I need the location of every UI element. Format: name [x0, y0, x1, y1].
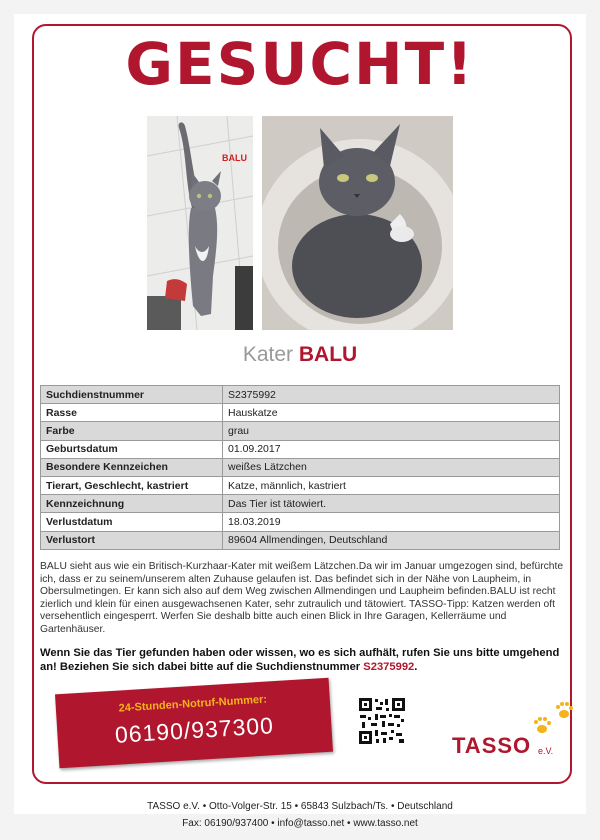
row-value: 01.09.2017: [223, 440, 560, 458]
subject-name: BALU: [298, 343, 358, 366]
appeal-main: Wenn Sie das Tier gefunden haben oder wissen, wo es sich aufhält, rufen Sie uns bitte umgehend an! Beziehen Sie sich dabei bitte auf die Suchdienstnummer: [40, 647, 560, 673]
row-value: weißes Lätzchen: [223, 458, 560, 476]
table-row: [41, 531, 560, 549]
row-value: 89604 Allmendingen, Deutschland: [223, 531, 560, 549]
table-row: [41, 513, 560, 531]
table-row: [41, 422, 560, 440]
footer-contact[interactable]: Fax: 06190/937400 • info@tasso.net • www.tasso.net: [182, 818, 418, 829]
hotline-number[interactable]: 06190/937300: [114, 712, 275, 748]
qr-code-icon: [358, 697, 406, 745]
subject-prefix: Kater: [242, 343, 294, 366]
row-label: Geburtsdatum: [41, 440, 223, 458]
appeal-text: [40, 646, 565, 674]
row-label: Farbe: [41, 422, 223, 440]
row-label: Kennzeichnung: [41, 495, 223, 513]
table-row: [41, 404, 560, 422]
row-label: Verlustort: [41, 531, 223, 549]
row-value: S2375992: [223, 386, 560, 404]
appeal-end: .: [414, 661, 418, 673]
row-value: Das Tier ist tätowiert.: [223, 495, 560, 513]
paw-prints-icon: [530, 700, 578, 740]
tasso-logo-suffix: e.V.: [538, 746, 554, 756]
cat-photo-bed: [262, 116, 453, 330]
row-label: Besondere Kennzeichen: [41, 458, 223, 476]
table-row: [41, 458, 560, 476]
row-value: Katze, männlich, kastriert: [223, 476, 560, 494]
footer-address: TASSO e.V. • Otto-Volger-Str. 15 • 65843 Sulzbach/Ts. • Deutschland: [147, 801, 453, 812]
row-value: grau: [223, 422, 560, 440]
subject-heading: [0, 343, 600, 367]
info-table: [40, 385, 560, 550]
table-row: [41, 386, 560, 404]
row-value: 18.03.2019: [223, 513, 560, 531]
row-value: Hauskatze: [223, 404, 560, 422]
table-row: [41, 495, 560, 513]
cat-photo-standing: [147, 116, 253, 330]
row-label: Suchdienstnummer: [41, 386, 223, 404]
table-row: [41, 440, 560, 458]
row-label: Tierart, Geschlecht, kastriert: [41, 476, 223, 494]
photo-caption: BALU: [222, 153, 247, 163]
table-row: [41, 476, 560, 494]
description-text: BALU sieht aus wie ein Britisch-Kurzhaar-Kater mit weißem Lätzchen.Da wir im Januar umgezogen sind, befürchte ich, dass er zu seinem/unserem alten Zuhause gelaufen ist. Das befindet sich in der Nähe von Laupheim, in Obersulmetingen. Er kann sich also auf dem Weg zwischen Allmendingen und Laupheim befinden.BALU ist recht zierlich und klein für einen ausgewachsenen Kater, sehr zutraulich und tätowiert. TASSO-Tipp: Katzen werden oft versehentlich eingesperrt. Werfen Sie deshalb bitte auch einen Blick in Ihre Garagen, Kellerräume und Gartenhäuser.: [40, 561, 564, 635]
tasso-logo: TASSO: [452, 733, 532, 758]
row-label: Verlustdatum: [41, 513, 223, 531]
poster-title: GESUCHT!: [125, 30, 475, 98]
appeal-reference: S2375992: [363, 661, 415, 673]
hotline-label: 24-Stunden-Notruf-Nummer:: [118, 693, 268, 715]
row-label: Rasse: [41, 404, 223, 422]
